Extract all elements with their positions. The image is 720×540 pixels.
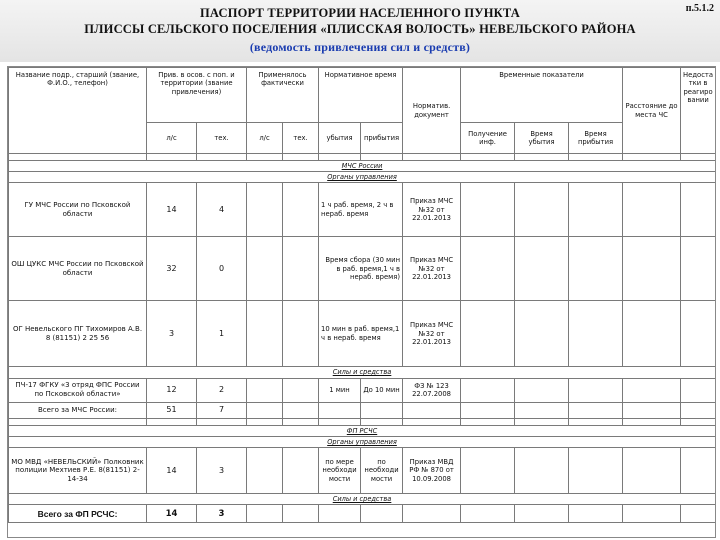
page-number: п.5.1.2: [685, 3, 714, 14]
col-header-shortcomings: Недоста тки в реагиро вании: [681, 68, 716, 154]
section-fp-sily: Силы и средства: [9, 494, 716, 505]
title-line-1: ПАСПОРТ ТЕРРИТОРИИ НАСЕЛЕННОГО ПУНКТА: [199, 6, 521, 20]
forces-table: [8, 67, 716, 523]
ls-value: 12: [147, 378, 197, 402]
arrival-time-norm: по необходи мости: [361, 448, 403, 494]
table-row: [9, 301, 716, 367]
header-row-1: [9, 68, 716, 123]
departure-time-norm: по мере необходи мости: [319, 448, 361, 494]
spacer-row: [9, 418, 716, 425]
section-mchs-sily: Силы и средства: [9, 367, 716, 378]
normative-time: 10 мин в раб. время,1 ч в нераб. время: [319, 301, 403, 367]
col-header-teh: тех.: [197, 123, 247, 154]
col-header-departure: убытия: [319, 123, 361, 154]
unit-name: МО МВД «НЕВЕЛЬСКИЙ» Полковник полиции Мехтиев Р.Е. 8(81151) 2-14-34: [9, 448, 147, 494]
teh-value: 4: [197, 183, 247, 237]
col-header-name: Название подр., старший (звание, Ф.И.О., телефон): [9, 68, 147, 154]
ls-value: 32: [147, 237, 197, 301]
normative-time: 1 ч раб. время, 2 ч в нераб. время: [319, 183, 403, 237]
total-ls: 51: [147, 402, 197, 418]
col-header-normativ-time: Нормативное время: [319, 68, 403, 123]
col-header-info-received: Получение инф.: [461, 123, 515, 154]
ls-value: 14: [147, 183, 197, 237]
col-header-primenyalos: Применялось фактически: [247, 68, 319, 123]
normative-time: Время сбора (30 мин в раб. время,1 ч в нераб. время): [319, 237, 403, 301]
unit-name: ГУ МЧС России по Псковской области: [9, 183, 147, 237]
ls-value: 14: [147, 448, 197, 494]
table-row: [9, 448, 716, 494]
total-teh: 7: [197, 402, 247, 418]
normative-doc: Приказ МЧС №32 от 22.01.2013: [403, 183, 461, 237]
teh-value: 1: [197, 301, 247, 367]
col-header-ls: л/с: [147, 123, 197, 154]
teh-value: 2: [197, 378, 247, 402]
total-row-mchs: [9, 402, 716, 418]
col-header-distance: Расстояние до места ЧС: [623, 68, 681, 154]
table-row: [9, 237, 716, 301]
table-row: [9, 183, 716, 237]
col-header-arrival: прибытия: [361, 123, 403, 154]
col-header-normativ-doc: Норматив. документ: [403, 68, 461, 154]
ls-value: 3: [147, 301, 197, 367]
normative-doc: ФЗ № 123 22.07.2008: [403, 378, 461, 402]
spacer-row: [9, 154, 716, 161]
section-fp-organy: Органы управления: [9, 436, 716, 447]
normative-doc: Приказ МВД РФ № 870 от 10.09.2008: [403, 448, 461, 494]
title-subtitle: (ведомость привлечения сил и средств): [249, 40, 471, 54]
col-header-ls-fact: л/с: [247, 123, 283, 154]
teh-value: 0: [197, 237, 247, 301]
departure-time-norm: 1 мин: [319, 378, 361, 402]
unit-name: ОГ Невельского ПГ Тихомиров А.В. 8 (81151) 2 25 56: [9, 301, 147, 367]
col-header-prival: Прив. в осов. с поп. и территории (звание привлечения): [147, 68, 247, 123]
unit-name: ОШ ЦУКС МЧС России по Псковской области: [9, 237, 147, 301]
unit-name: ПЧ-17 ФГКУ «3 отряд ФПС России по Псковской области»: [9, 378, 147, 402]
col-header-departure-time: Время убытия: [515, 123, 569, 154]
col-header-arrival-time: Время прибытия: [569, 123, 623, 154]
section-mchs-organy: Органы управления: [9, 172, 716, 183]
arrival-time-norm: До 10 мин: [361, 378, 403, 402]
total-ls: 14: [147, 505, 197, 523]
slide-header: [0, 0, 720, 62]
col-header-time-indicators: Временные показатели: [461, 68, 623, 123]
title-line-2: ПЛИССЫ СЕЛЬСКОГО ПОСЕЛЕНИЯ «ПЛИССКАЯ ВОЛОСТЬ» НЕВЕЛЬСКОГО РАЙОНА: [84, 22, 636, 36]
forces-table-sheet: [7, 66, 716, 538]
col-header-teh-fact: тех.: [283, 123, 319, 154]
total-teh: 3: [197, 505, 247, 523]
normative-doc: Приказ МЧС №32 от 22.01.2013: [403, 301, 461, 367]
section-fp: ФП РСЧС: [9, 425, 716, 436]
teh-value: 3: [197, 448, 247, 494]
total-label: Всего за МЧС России:: [9, 402, 147, 418]
normative-doc: Приказ МЧС №32 от 22.01.2013: [403, 237, 461, 301]
table-row: [9, 378, 716, 402]
total-label: Всего за ФП РСЧС:: [9, 505, 147, 523]
total-row-fp: [9, 505, 716, 523]
section-mchs: МЧС России: [9, 161, 716, 172]
